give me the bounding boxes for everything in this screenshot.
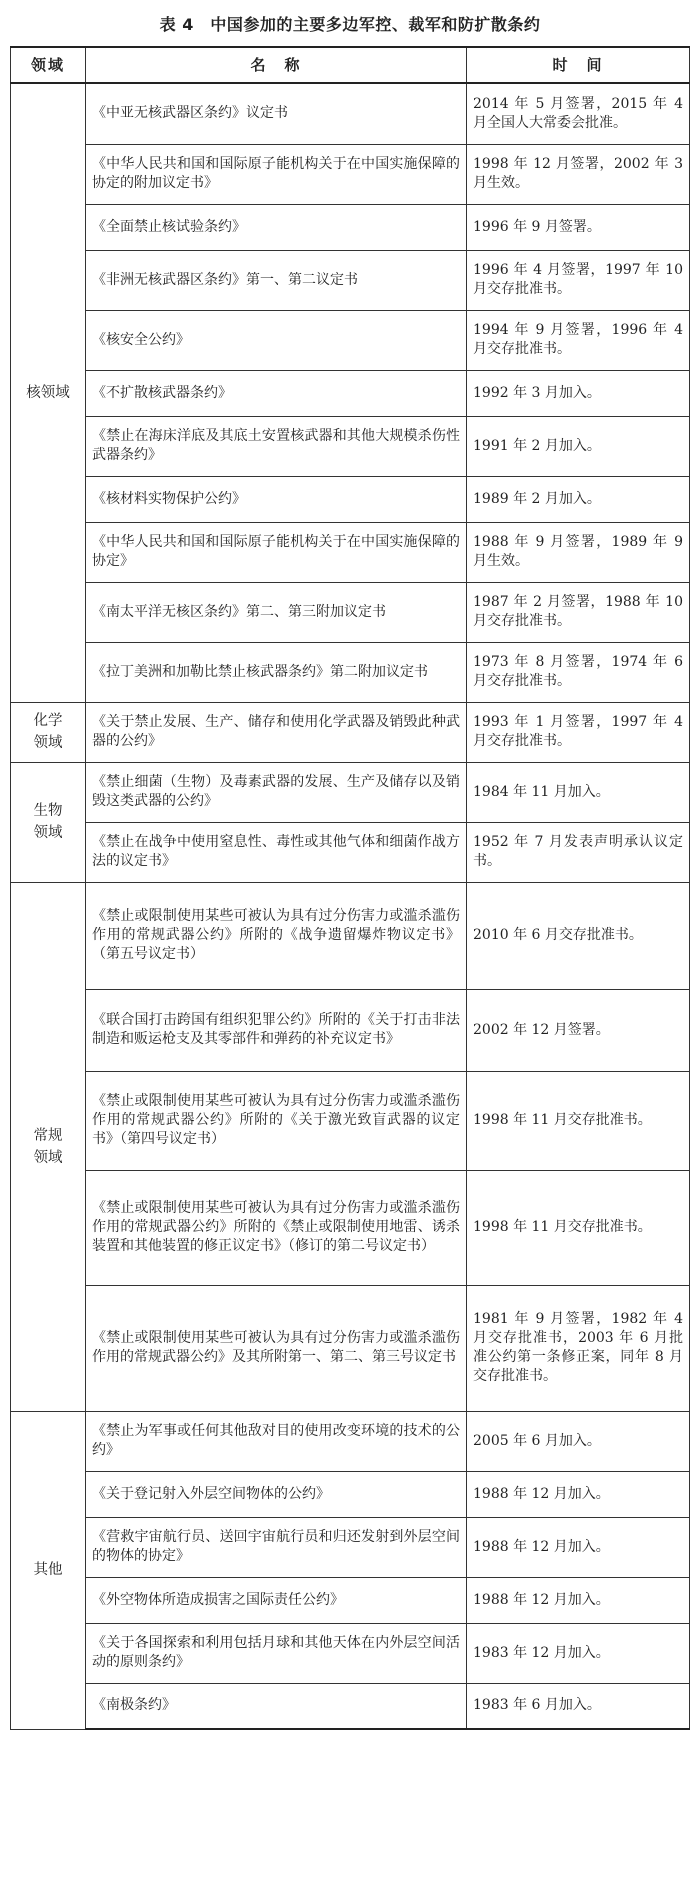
table-row <box>11 204 690 250</box>
table-row <box>11 476 690 522</box>
treaty-time-cell: 1984 年 11 月加入。 <box>467 762 690 822</box>
treaty-name-cell: 《中华人民共和国和国际原子能机构关于在中国实施保障的协定的附加议定书》 <box>86 144 467 204</box>
treaty-time-cell: 1992 年 3 月加入。 <box>467 370 690 416</box>
treaty-time-cell: 1988 年 12 月加入。 <box>467 1577 690 1623</box>
table-row <box>11 83 690 144</box>
treaty-name-cell: 《南太平洋无核区条约》第二、第三附加议定书 <box>86 582 467 642</box>
treaty-time-cell: 1983 年 6 月加入。 <box>467 1683 690 1729</box>
treaty-time-cell: 1989 年 2 月加入。 <box>467 476 690 522</box>
treaty-time-cell: 1952 年 7 月发表声明承认议定书。 <box>467 822 690 882</box>
table-row <box>11 1071 690 1170</box>
treaty-name-cell: 《禁止为军事或任何其他敌对目的使用改变环境的技术的公约》 <box>86 1411 467 1471</box>
treaty-time-cell: 1988 年 12 月加入。 <box>467 1471 690 1517</box>
treaty-table <box>10 46 690 1730</box>
table-row <box>11 144 690 204</box>
table-row <box>11 582 690 642</box>
table-row <box>11 370 690 416</box>
treaty-name-cell: 《禁止或限制使用某些可被认为具有过分伤害力或滥杀滥伤作用的常规武器公约》所附的《关于激光致盲武器的议定书》（第四号议定书） <box>86 1071 467 1170</box>
treaty-name-cell: 《关于各国探索和利用包括月球和其他天体在内外层空间活动的原则条约》 <box>86 1623 467 1683</box>
table-row <box>11 1285 690 1411</box>
table-row <box>11 989 690 1071</box>
table-row <box>11 1411 690 1471</box>
treaty-time-cell: 1987 年 2 月签署，1988 年 10 月交存批准书。 <box>467 582 690 642</box>
treaty-name-cell: 《禁止或限制使用某些可被认为具有过分伤害力或滥杀滥伤作用的常规武器公约》及其所附第一、第二、第三号议定书 <box>86 1285 467 1411</box>
table-row <box>11 762 690 822</box>
treaty-name-cell: 《禁止或限制使用某些可被认为具有过分伤害力或滥杀滥伤作用的常规武器公约》所附的《禁止或限制使用地雷、诱杀装置和其他装置的修正议定书》（修订的第二号议定书） <box>86 1170 467 1285</box>
table-row <box>11 310 690 370</box>
treaty-time-cell: 1998 年 12 月签署，2002 年 3 月生效。 <box>467 144 690 204</box>
table-row <box>11 416 690 476</box>
table-row <box>11 1623 690 1683</box>
domain-cell: 化学领域 <box>11 702 86 762</box>
table-row <box>11 250 690 310</box>
treaty-time-cell: 1991 年 2 月加入。 <box>467 416 690 476</box>
treaty-time-cell: 1993 年 1 月签署，1997 年 4 月交存批准书。 <box>467 702 690 762</box>
treaty-name-cell: 《拉丁美洲和加勒比禁止核武器条约》第二附加议定书 <box>86 642 467 702</box>
treaty-time-cell: 2010 年 6 月交存批准书。 <box>467 882 690 989</box>
treaty-name-cell: 《禁止或限制使用某些可被认为具有过分伤害力或滥杀滥伤作用的常规武器公约》所附的《战争遗留爆炸物议定书》（第五号议定书） <box>86 882 467 989</box>
treaty-name-cell: 《关于禁止发展、生产、储存和使用化学武器及销毁此种武器的公约》 <box>86 702 467 762</box>
treaty-name-cell: 《营救宇宙航行员、送回宇宙航行员和归还发射到外层空间的物体的协定》 <box>86 1517 467 1577</box>
table-row <box>11 522 690 582</box>
table-row <box>11 702 690 762</box>
domain-cell: 核领域 <box>11 83 86 702</box>
table-row <box>11 1683 690 1729</box>
treaty-time-cell: 1973 年 8 月签署，1974 年 6 月交存批准书。 <box>467 642 690 702</box>
table-row <box>11 1170 690 1285</box>
treaty-time-cell: 1983 年 12 月加入。 <box>467 1623 690 1683</box>
domain-cell: 生物领域 <box>11 762 86 882</box>
treaty-name-cell: 《外空物体所造成损害之国际责任公约》 <box>86 1577 467 1623</box>
treaty-time-cell: 2005 年 6 月加入。 <box>467 1411 690 1471</box>
domain-cell: 其他 <box>11 1411 86 1729</box>
domain-cell: 常规领域 <box>11 882 86 1411</box>
treaty-name-cell: 《禁止细菌（生物）及毒素武器的发展、生产及储存以及销毁这类武器的公约》 <box>86 762 467 822</box>
treaty-name-cell: 《禁止在海床洋底及其底土安置核武器和其他大规模杀伤性武器条约》 <box>86 416 467 476</box>
table-row <box>11 882 690 989</box>
table-title: 表 4 中国参加的主要多边军控、裁军和防扩散条约 <box>159 15 541 34</box>
treaty-name-cell: 《全面禁止核试验条约》 <box>86 204 467 250</box>
treaty-time-cell: 2002 年 12 月签署。 <box>467 989 690 1071</box>
treaty-name-cell: 《不扩散核武器条约》 <box>86 370 467 416</box>
treaty-name-cell: 《中华人民共和国和国际原子能机构关于在中国实施保障的协定》 <box>86 522 467 582</box>
treaty-name-cell: 《联合国打击跨国有组织犯罪公约》所附的《关于打击非法制造和贩运枪支及其零部件和弹药的补充议定书》 <box>86 989 467 1071</box>
treaty-name-cell: 《关于登记射入外层空间物体的公约》 <box>86 1471 467 1517</box>
header-name: 名 称 <box>86 47 467 83</box>
treaty-time-cell: 1996 年 9 月签署。 <box>467 204 690 250</box>
table-row <box>11 1577 690 1623</box>
treaty-time-cell: 1988 年 12 月加入。 <box>467 1517 690 1577</box>
table-row <box>11 642 690 702</box>
treaty-name-cell: 《核安全公约》 <box>86 310 467 370</box>
table-row <box>11 1471 690 1517</box>
treaty-time-cell: 2014 年 5 月签署，2015 年 4 月全国人大常委会批准。 <box>467 83 690 144</box>
header-domain: 领域 <box>11 47 86 83</box>
treaty-time-cell: 1994 年 9 月签署，1996 年 4 月交存批准书。 <box>467 310 690 370</box>
treaty-name-cell: 《中亚无核武器区条约》议定书 <box>86 83 467 144</box>
table-row <box>11 822 690 882</box>
treaty-name-cell: 《南极条约》 <box>86 1683 467 1729</box>
table-header-row <box>11 47 690 83</box>
treaty-time-cell: 1996 年 4 月签署，1997 年 10 月交存批准书。 <box>467 250 690 310</box>
header-time: 时 间 <box>467 47 690 83</box>
treaty-name-cell: 《非洲无核武器区条约》第一、第二议定书 <box>86 250 467 310</box>
treaty-time-cell: 1981 年 9 月签署，1982 年 4 月交存批准书，2003 年 6 月批准公约第一条修正案，同年 8 月交存批准书。 <box>467 1285 690 1411</box>
table-row <box>11 1517 690 1577</box>
treaty-time-cell: 1988 年 9 月签署，1989 年 9 月生效。 <box>467 522 690 582</box>
treaty-time-cell: 1998 年 11 月交存批准书。 <box>467 1071 690 1170</box>
table-body <box>11 83 690 1729</box>
treaty-time-cell: 1998 年 11 月交存批准书。 <box>467 1170 690 1285</box>
treaty-name-cell: 《禁止在战争中使用窒息性、毒性或其他气体和细菌作战方法的议定书》 <box>86 822 467 882</box>
treaty-name-cell: 《核材料实物保护公约》 <box>86 476 467 522</box>
